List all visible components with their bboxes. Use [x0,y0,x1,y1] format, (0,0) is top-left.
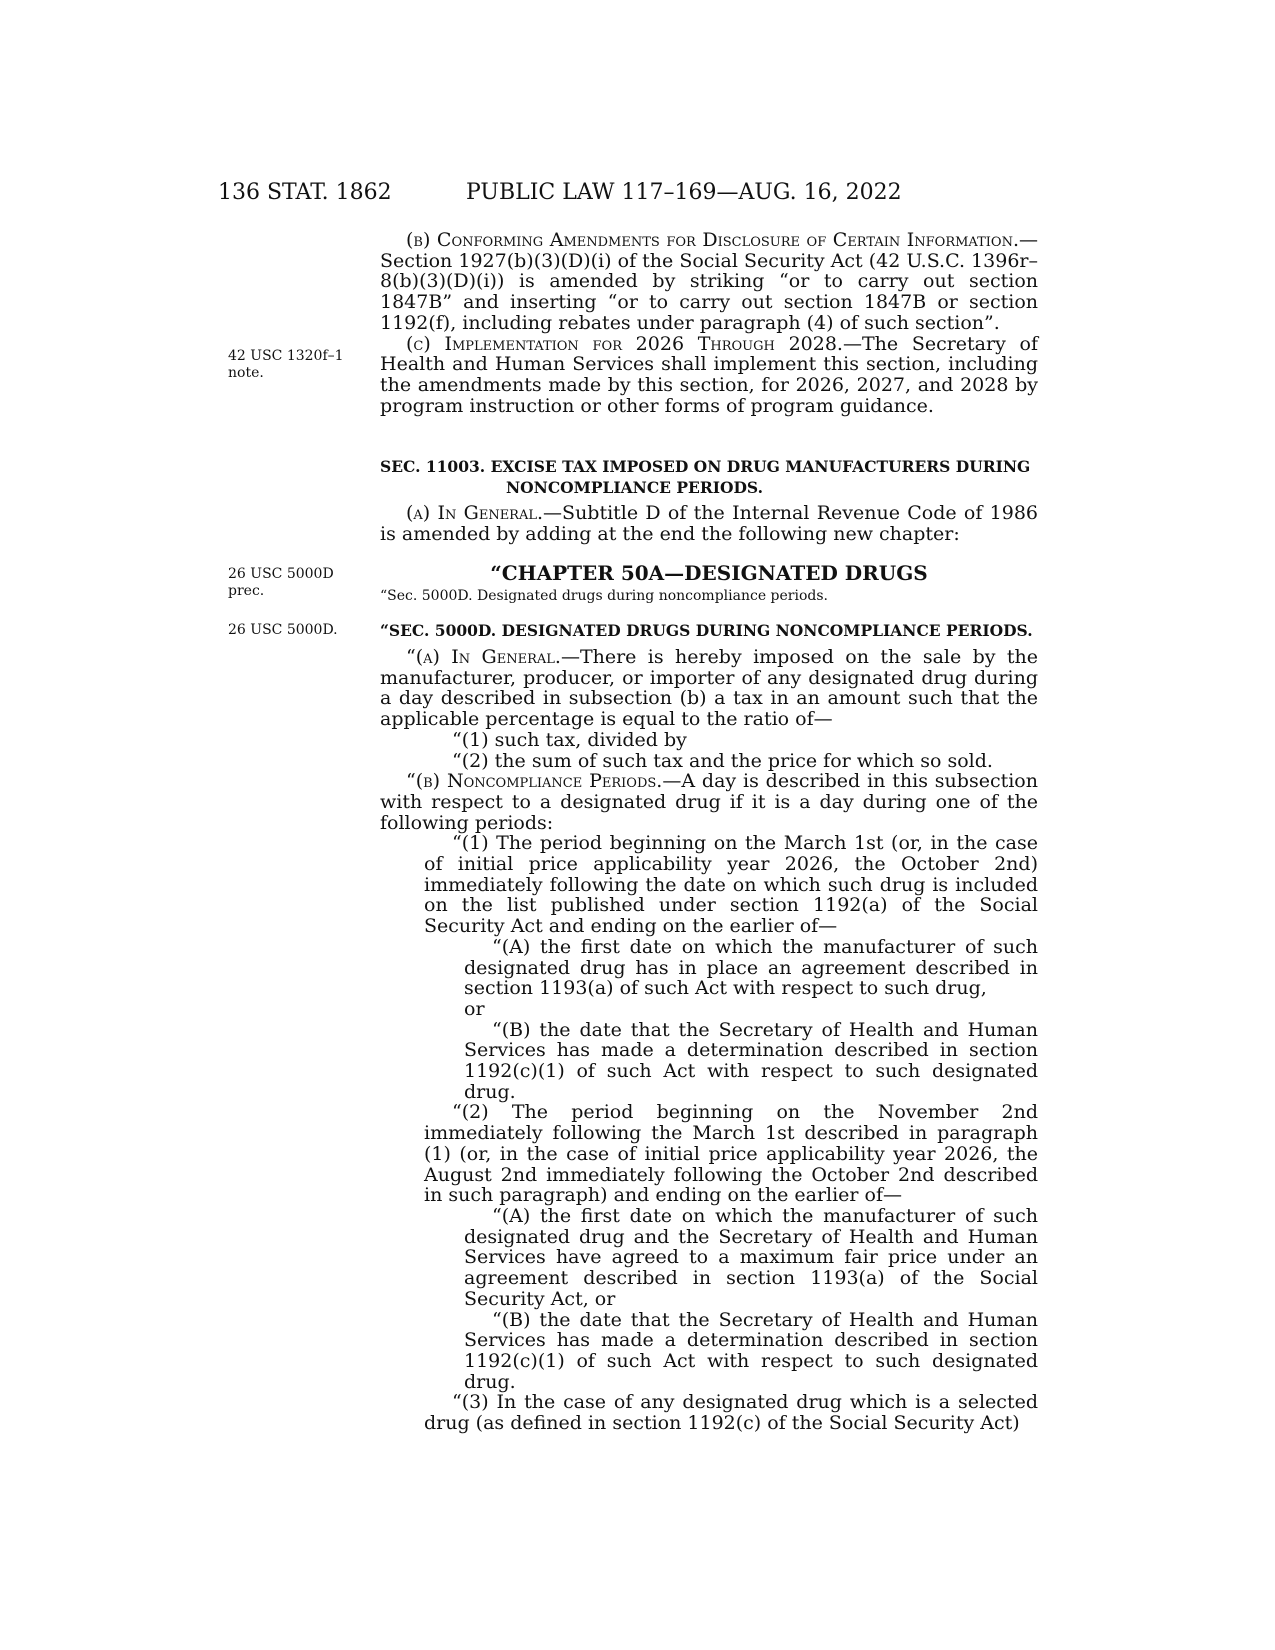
page-number: 136 STAT. 1862 [218,180,392,205]
section-heading-5000d: “SEC. 5000D. DESIGNATED DRUGS DURING NONCOMPLIANCE PERIODS. [380,621,1033,640]
margin-note-26usc-prec [228,566,358,600]
section-heading-line: SEC. 11003. EXCISE TAX IMPOSED ON DRUG MANUFACTURERS DURING [380,457,1031,476]
paragraph-b-3: “(3) In the case of any designated drug which is a selected drug (as defined in section 1192(c) of the Social Security Act) [424,1391,1038,1435]
paragraph-heading: (b) Conforming Amendments for Disclosure of Certain Information. [406,229,1019,251]
margin-note-42usc [228,348,358,382]
paragraph-b-2: “(2) The period beginning on the November 2nd immediately following the March 1st described in paragraph (1) (or, in the case of initial price applicability year 2026, the August 2nd immediately following the October 2nd described in such paragraph) and ending on the earlier of— [424,1101,1038,1207]
margin-note-line: prec. [228,583,265,599]
amendments-block [380,230,1038,416]
subsection-a [380,647,1038,730]
paragraph-heading: (c) Implementation for 2026 Through 2028. [406,332,843,355]
subparagraph-b-1-B: “(B) the date that the Secretary of Health and Human Services has made a determination described in section 1192(c)(1) of such Act with respect to such designated drug. [464,1018,1038,1103]
margin-note-line: 26 USC 5000D [228,566,334,582]
paragraph-heading: (a) In General. [406,502,544,524]
section-5000d-body [380,647,1038,1434]
section-heading-11003 [380,456,1038,498]
subsection-b [380,771,1038,833]
section-heading-5000d-block [380,620,1038,641]
section-heading-line: NONCOMPLIANCE PERIODS. [506,478,763,497]
paragraph-b-1: “(1) The period beginning on the March 1st (or, in the case of initial price applicability year 2026, the October 2nd) immediately following the date on which such drug is included on the list published under section 1192(a) of the Social Security Act and ending on the earlier of— [424,832,1038,938]
margin-note-line: 42 USC 1320f–1 [228,348,344,364]
subparagraph-b-1-A-or: or [464,997,485,1020]
toc-line: “Sec. 5000D. Designated drugs during noncompliance periods. [380,588,828,604]
paragraph-b [380,230,1038,334]
page-title: PUBLIC LAW 117–169—AUG. 16, 2022 [466,180,902,205]
paragraph-heading: “(a) In General. [406,646,561,668]
paragraph-text: —Subtitle D of the Internal Revenue Code of 1986 is amended by adding at the end the following new chapter: [380,502,1038,545]
paragraph-text: —Section 1927(b)(3)(D)(i) of the Social Security Act (42 U.S.C. 1396r–8(b)(3)(D)(i)) is amended by striking “or to carry out section 1847B” and inserting “or to carry out section 1847B or section 1192(f), including rebates under paragraph (4) of such section”. [380,229,1038,334]
paragraph-a-block [380,503,1038,544]
chapter-title-block [380,560,1038,586]
subparagraph-b-1-A: “(A) the first date on which the manufacturer of such designated drug has in place an agreement described in section 1193(a) of such Act with respect to such drug, [464,935,1038,1000]
paragraph-a-2: “(2) the sum of such tax and the price for which so sold. [452,749,993,772]
margin-note-line: note. [228,365,264,381]
paragraph-text: —There is hereby imposed on the sale by the manufacturer, producer, or importer of any designated drug during a day described in subsection (b) a tax in an amount such that the applicable percentage is equal to the ratio of— [380,646,1038,731]
paragraph-text: —The Secretary of Health and Human Services shall implement this section, including the amendments made by this section, for 2026, 2027, and 2028 by program instruction or other forms of program guidance. [380,332,1039,417]
toc-block [380,586,1038,606]
chapter-title: “CHAPTER 50A—DESIGNATED DRUGS [490,561,928,585]
paragraph-c [380,334,1038,417]
paragraph-a [380,503,1038,544]
subparagraph-b-2-A: “(A) the first date on which the manufacturer of such designated drug and the Secretary of Health and Human Services have agreed to a maximum fair price under an agreement described in section 1193(a) of the Social Security Act, or [464,1204,1038,1310]
paragraph-a-1: “(1) such tax, divided by [452,728,687,751]
subparagraph-b-2-B: “(B) the date that the Secretary of Health and Human Services has made a determination described in section 1192(c)(1) of such Act with respect to such designated drug. [464,1308,1038,1393]
margin-note-26usc: 26 USC 5000D. [228,622,338,638]
paragraph-heading: “(b) Noncompliance Periods. [406,770,663,793]
paragraph-text: —A day is described in this subsection with respect to a designated drug if it is a day during one of the following periods: [380,770,1038,834]
